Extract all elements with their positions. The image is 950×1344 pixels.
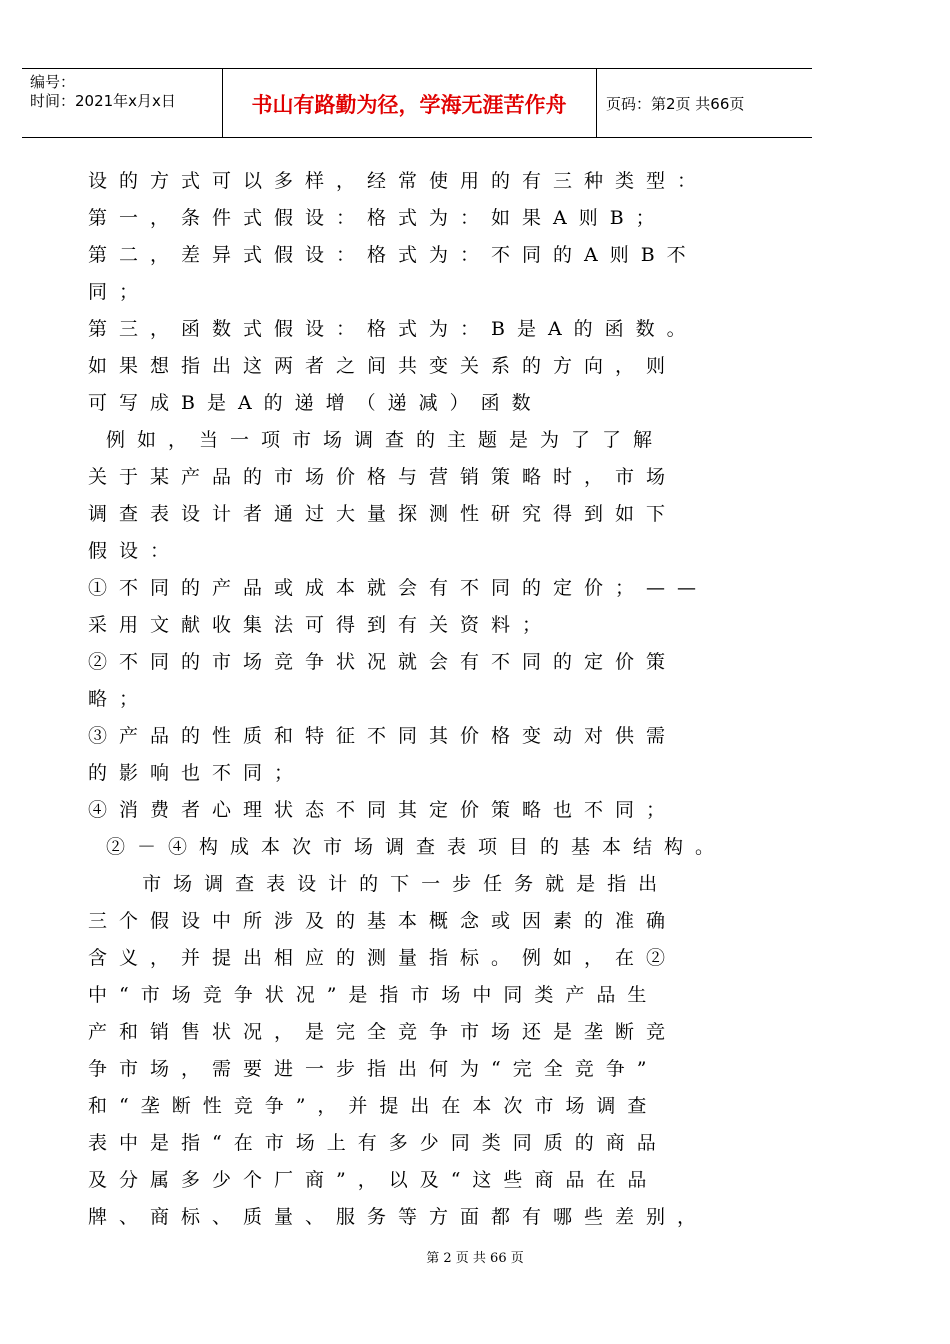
body-line: 同； [88,281,151,303]
body-line: ②－④构成本次市场调查表项目的基本结构。 [88,836,727,858]
body-line: 产和销售状况，是完全竞争市场还是垄断竞 [88,1021,678,1043]
body-line: 关于某产品的市场价格与营销策略时，市场 [88,466,678,488]
body-line: 的影响也不同； [88,762,306,784]
number-label: 编号： [30,73,76,91]
body-line: 第一，条件式假设：格式为：如果A则B； [88,207,667,229]
body-line: ①不同的产品或成本就会有不同的定价；—— [88,577,709,599]
body-line: 可写成B是A的递增（递减）函数 [88,392,543,414]
page-header [22,68,812,138]
body-line: 略； [88,688,151,710]
body-line: 假设： [88,540,182,562]
time-label: 时间：2021年x月x日 [30,92,176,110]
body-line: 表中是指“在市场上有多少同类同质的商品 [88,1132,668,1154]
header-motto: 书山有路勤为径，学海无涯苦作舟 [251,93,567,117]
body-line: 第三，函数式假设：格式为：B是A的函数。 [88,318,698,340]
body-line: 第二，差异式假设：格式为：不同的A则B不 [88,244,698,266]
body-line: 采用文献收集法可得到有关资料； [88,614,554,636]
body-line: 中“市场竞争状况”是指市场中同类产品生 [88,984,659,1006]
body-line: 如果想指出这两者之间共变关系的方向，则 [88,355,678,377]
body-line: 及分属多少个厂商”，以及“这些商品在品 [88,1169,659,1191]
header-divider-right [596,69,597,137]
body-line: ③产品的性质和特征不同其价格变动对供需 [88,725,678,747]
body-line: 含义，并提出相应的测量指标。例如，在② [88,947,678,969]
document-body [88,163,803,1236]
body-line: 牌、商标、质量、服务等方面都有哪些差别， [88,1206,709,1228]
body-line: 设的方式可以多样，经常使用的有三种类型： [88,170,709,192]
body-line: ④消费者心理状态不同其定价策略也不同； [88,799,678,821]
body-line: ②不同的市场竞争状况就会有不同的定价策 [88,651,678,673]
header-page-label: 页码：第2页 共66页 [606,95,745,113]
body-line: 市场调查表设计的下一步任务就是指出 [88,873,670,895]
body-line: 争市场，需要进一步指出何为“完全竞争” [88,1058,659,1080]
header-meta [30,73,176,111]
body-line: 例如，当一项市场调查的主题是为了了解 [88,429,665,451]
body-line: 三个假设中所涉及的基本概念或因素的准确 [88,910,678,932]
body-line: 调查表设计者通过大量探测性研究得到如下 [88,503,678,525]
body-line: 和“垄断性竞争”，并提出在本次市场调查 [88,1095,659,1117]
page-footer: 第 2 页 共 66 页 [426,1251,524,1266]
